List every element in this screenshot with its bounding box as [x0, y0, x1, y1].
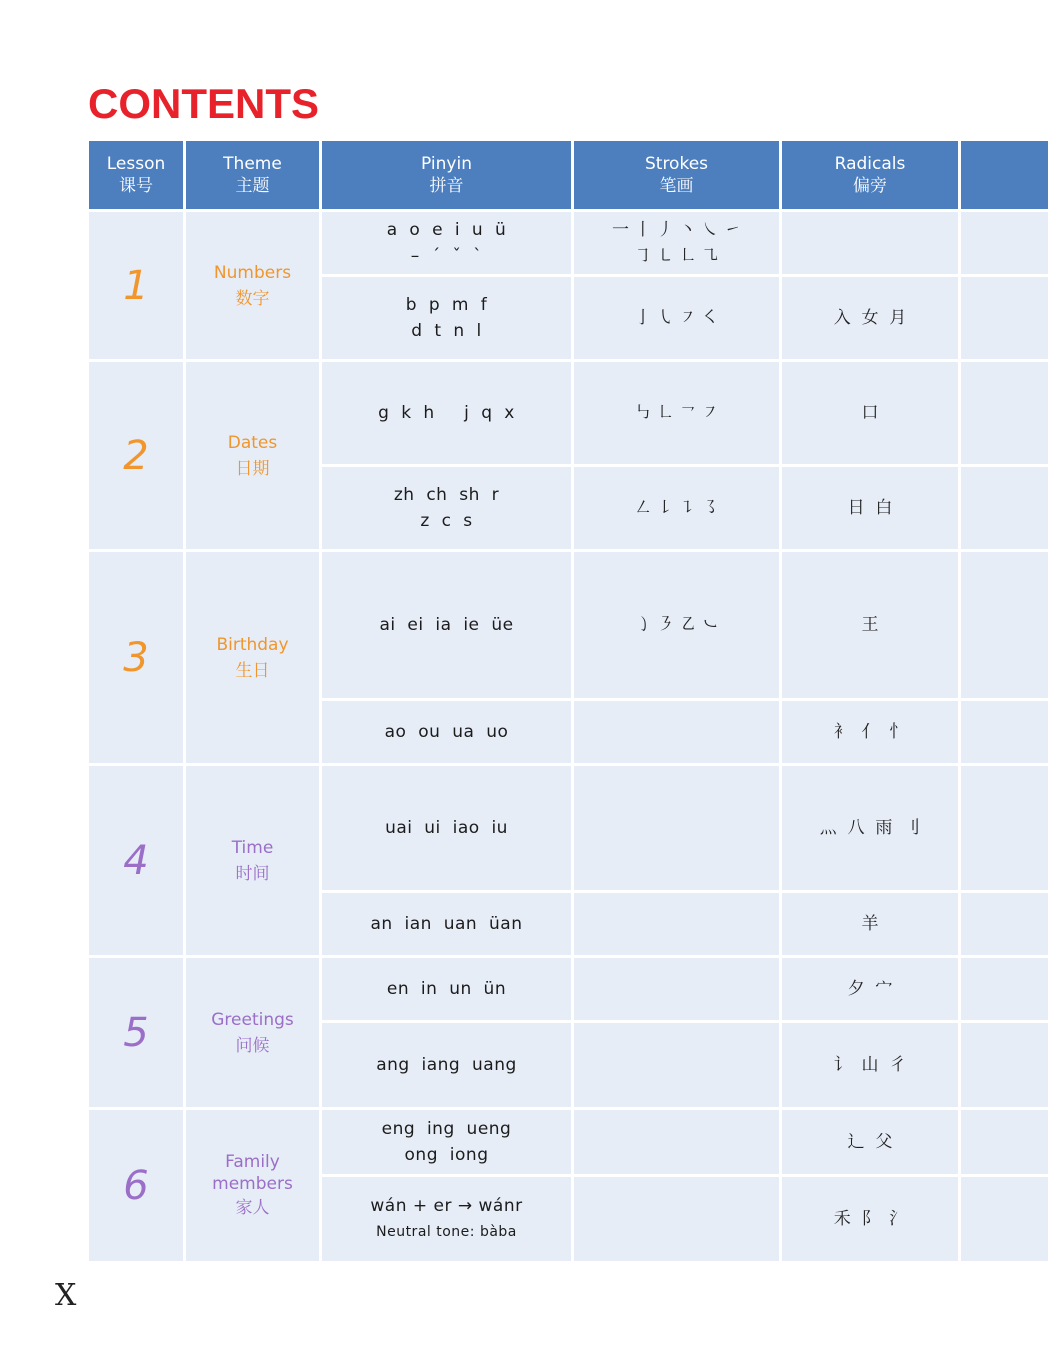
theme-cell	[186, 766, 319, 955]
lesson-cell	[89, 766, 183, 955]
strokes-text	[574, 305, 779, 331]
strokes-text	[574, 612, 779, 638]
lesson-number: 6	[123, 1162, 149, 1209]
pinyin-text	[322, 400, 571, 426]
strokes-cell	[574, 1177, 779, 1261]
pinyin-text-line: z c s	[420, 511, 473, 531]
table-row	[89, 766, 1048, 890]
header-pinyin: Pinyin 拼音	[322, 141, 571, 209]
page-footer-mark: X	[55, 1278, 77, 1313]
table-row	[89, 1110, 1048, 1174]
strokes-cell	[574, 1110, 779, 1174]
extra-cell	[961, 766, 1048, 890]
radicals-text: 辶 父	[847, 1132, 893, 1152]
pinyin-text-line: d t n l	[411, 321, 482, 341]
strokes-cell	[574, 552, 779, 698]
pinyin-text-line: g k h j q x	[378, 403, 515, 423]
pinyin-cell	[322, 212, 571, 274]
header-strokes: Strokes 笔画	[574, 141, 779, 209]
lesson-number: 2	[123, 432, 149, 479]
pinyin-text-line: b p m f	[405, 295, 488, 315]
theme-en: Family members	[212, 1151, 293, 1194]
pinyin-cell	[322, 277, 571, 359]
pinyin-cell	[322, 467, 571, 549]
lesson-cell	[89, 212, 183, 359]
extra-cell	[961, 893, 1048, 955]
radicals-cell	[782, 467, 958, 549]
lesson-cell	[89, 552, 183, 763]
theme-en: Dates	[227, 432, 278, 453]
pinyin-text	[322, 1116, 571, 1168]
lesson-number: 5	[123, 1009, 149, 1056]
table-row	[89, 212, 1048, 274]
strokes-cell	[574, 362, 779, 464]
pinyin-text-line: en in un ün	[386, 979, 507, 999]
extra-cell	[961, 958, 1048, 1020]
strokes-text-line: ㇁ ㇋ ㇠ ㇃	[634, 615, 719, 635]
radicals-text: 禾 阝 氵	[833, 1209, 907, 1229]
header-row	[89, 141, 1048, 209]
radicals-cell	[782, 212, 958, 274]
strokes-cell	[574, 467, 779, 549]
strokes-cell	[574, 1023, 779, 1107]
pinyin-cell	[322, 701, 571, 763]
radicals-cell	[782, 893, 958, 955]
lesson-cell	[89, 958, 183, 1107]
radicals-text: 口	[861, 403, 879, 423]
table-row	[89, 958, 1048, 1020]
pinyin-text	[322, 217, 571, 269]
radicals-text: 羊	[861, 914, 879, 934]
pinyin-text	[322, 815, 571, 841]
radicals-text: 入 女 月	[833, 308, 907, 328]
pinyin-text-line: a o e i u ü	[386, 220, 507, 240]
header-radicals: Radicals 偏旁	[782, 141, 958, 209]
strokes-text-line: 亅 ㇂ ㇇ ㇛	[634, 308, 719, 328]
header-extra	[961, 141, 1048, 209]
strokes-cell	[574, 766, 779, 890]
radicals-cell	[782, 1177, 958, 1261]
pinyin-text-line: an ian uan üan	[370, 914, 523, 934]
theme-zh: 家人	[235, 1197, 270, 1218]
pinyin-text	[322, 292, 571, 344]
theme-cell	[186, 362, 319, 549]
extra-cell	[961, 1110, 1048, 1174]
theme-cell	[186, 552, 319, 763]
extra-cell	[961, 362, 1048, 464]
pinyin-text	[322, 1193, 571, 1245]
radicals-cell	[782, 1110, 958, 1174]
lesson-number: 3	[123, 634, 149, 681]
theme-zh: 生日	[235, 660, 270, 681]
pinyin-text-line: ao ou ua uo	[384, 722, 509, 742]
strokes-text	[574, 495, 779, 521]
radicals-text: 日 白	[847, 498, 893, 518]
lesson-number: 1	[123, 262, 149, 309]
extra-cell	[961, 1177, 1048, 1261]
strokes-text-line: ㇜ ㇙ ㇊ ㇌	[634, 498, 719, 518]
radicals-cell	[782, 552, 958, 698]
strokes-text	[574, 400, 779, 426]
pinyin-cell	[322, 766, 571, 890]
radicals-text: 王	[861, 615, 879, 635]
theme-zh: 数字	[235, 288, 270, 309]
strokes-text-line: ㇆ ㇄ ㇗ ㇈	[634, 246, 719, 266]
theme-label	[186, 835, 319, 887]
radicals-text: 衤 亻 忄	[833, 722, 907, 742]
theme-label	[186, 1007, 319, 1059]
pinyin-text	[322, 612, 571, 638]
table-row	[89, 552, 1048, 698]
extra-cell	[961, 212, 1048, 274]
strokes-cell	[574, 212, 779, 274]
pinyin-text-line: zh ch sh r	[393, 485, 500, 505]
pinyin-text	[322, 482, 571, 534]
pinyin-cell	[322, 362, 571, 464]
pinyin-text-line: uai ui iao iu	[385, 818, 508, 838]
pinyin-text-line: ang iang uang	[376, 1055, 517, 1075]
radicals-text: 夕 宀	[847, 979, 893, 999]
radicals-cell	[782, 701, 958, 763]
extra-cell	[961, 552, 1048, 698]
theme-cell	[186, 212, 319, 359]
theme-en: Birthday	[216, 634, 289, 655]
theme-zh: 问候	[235, 1035, 270, 1056]
strokes-text-line: 一 丨 丿 丶 ㇏ ㇀	[611, 220, 742, 240]
theme-zh: 日期	[235, 458, 270, 479]
header-theme: Theme 主题	[186, 141, 319, 209]
strokes-cell	[574, 277, 779, 359]
page-title: CONTENTS	[88, 80, 319, 127]
pinyin-text	[322, 911, 571, 937]
lesson-number: 4	[123, 837, 149, 884]
theme-cell	[186, 1110, 319, 1261]
pinyin-text-line: Neutral tone: bàba	[376, 1224, 517, 1240]
theme-label	[186, 1151, 319, 1221]
strokes-cell	[574, 893, 779, 955]
extra-cell	[961, 467, 1048, 549]
theme-en: Numbers	[213, 262, 292, 283]
extra-cell	[961, 701, 1048, 763]
lesson-cell	[89, 362, 183, 549]
pinyin-cell	[322, 552, 571, 698]
pinyin-text	[322, 1052, 571, 1078]
radicals-cell	[782, 766, 958, 890]
radicals-text: 讠 山 彳	[833, 1055, 907, 1075]
pinyin-cell	[322, 1023, 571, 1107]
pinyin-cell	[322, 1110, 571, 1174]
strokes-cell	[574, 958, 779, 1020]
theme-label	[186, 430, 319, 482]
theme-en: Time	[231, 837, 274, 858]
lesson-cell	[89, 1110, 183, 1261]
strokes-text	[574, 217, 779, 269]
radicals-cell	[782, 277, 958, 359]
theme-label	[186, 632, 319, 684]
pinyin-text-line: ai ei ia ie üe	[379, 615, 514, 635]
pinyin-text-line: wán + er → wánr	[370, 1196, 523, 1216]
theme-en: Greetings	[211, 1009, 294, 1030]
radicals-cell	[782, 958, 958, 1020]
pinyin-text	[322, 976, 571, 1002]
pinyin-cell	[322, 893, 571, 955]
pinyin-text	[322, 719, 571, 745]
theme-label	[186, 260, 319, 312]
pinyin-cell	[322, 958, 571, 1020]
extra-cell	[961, 1023, 1048, 1107]
pinyin-text-line: eng ing ueng	[381, 1119, 512, 1139]
strokes-cell	[574, 701, 779, 763]
theme-zh: 时间	[235, 863, 270, 884]
radicals-cell	[782, 362, 958, 464]
pinyin-text-line: – ˊ ˇ ˋ	[410, 246, 483, 266]
radicals-cell	[782, 1023, 958, 1107]
pinyin-text-line: ong iong	[404, 1145, 489, 1165]
extra-cell	[961, 277, 1048, 359]
theme-cell	[186, 958, 319, 1107]
radicals-text: 灬 八 雨 刂	[819, 818, 921, 838]
strokes-text-line: ㇉ ㇗ ㇖ ㇇	[634, 403, 719, 423]
pinyin-cell	[322, 1177, 571, 1261]
contents-table	[86, 138, 1050, 1264]
header-lesson: Lesson 课号	[89, 141, 183, 209]
table-row	[89, 362, 1048, 464]
